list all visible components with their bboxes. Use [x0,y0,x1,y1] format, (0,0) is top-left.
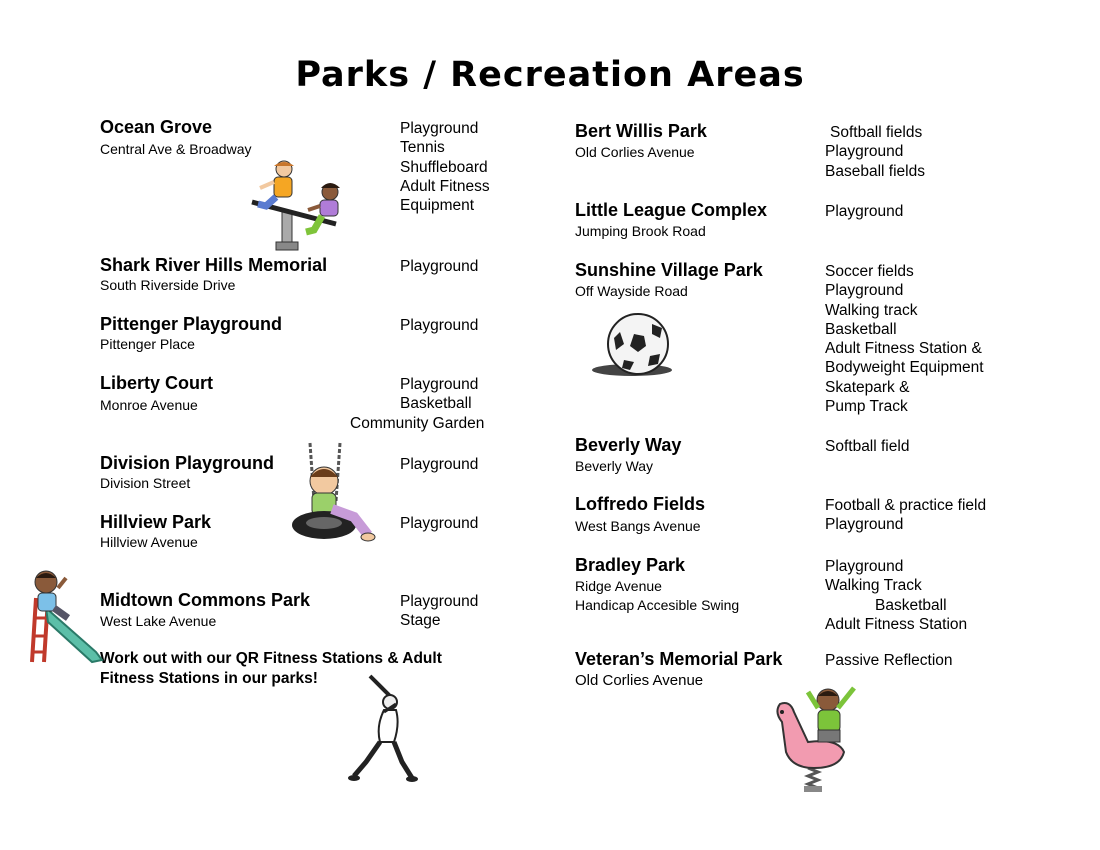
park-address: Division Street [100,475,191,491]
park-address: Old Corlies Avenue [575,144,695,160]
park-name: Shark River Hills Memorial [100,255,328,275]
feature-item: Equipment [400,197,475,215]
feature-item: Playground [825,516,904,534]
park-name: Bert Willis Park [575,121,707,141]
park-features [400,119,490,215]
feature-item: Basketball [825,320,897,338]
seesaw-kids-icon [248,160,358,252]
park-name: Loffredo Fields [575,494,705,514]
park-name: Division Playground [100,453,275,473]
park-address: South Riverside Drive [100,277,236,293]
park-features [400,592,478,631]
feature-item: Pump Track [825,398,908,416]
park-features [825,496,986,535]
feature-item: Playground [400,120,479,137]
park-address: Pittenger Place [100,336,195,352]
spring-rider-kid-icon [768,682,864,794]
park-address: West Bangs Avenue [575,518,701,534]
park-name: Hillview Park [100,512,212,532]
feature-item: Adult Fitness [400,177,490,195]
feature-item: Playground [825,558,904,575]
note-line: Work out with our QR Fitness Stations & Adult [100,650,442,667]
park-features [825,202,903,221]
feature-item: Tennis [400,139,445,157]
feature-item: Playground [825,282,904,300]
park-address: West Lake Avenue [100,613,217,629]
feature-item: Shuffleboard [400,158,488,176]
park-features [400,316,478,335]
note-line: Fitness Stations in our parks! [100,669,318,687]
park-address: Monroe Avenue [100,397,198,413]
park-name: Bradley Park [575,555,686,575]
baseball-batter-icon [346,672,420,784]
tire-swing-kid-icon [288,441,376,545]
feature-item: Playground [825,143,904,161]
feature-item: Adult Fitness Station & [825,340,982,358]
park-name: Midtown Commons Park [100,590,311,610]
park-address: Beverly Way [575,458,654,474]
soccer-ball-icon [590,310,676,380]
park-features [825,437,909,456]
park-address: Hillview Avenue [100,534,198,550]
park-features [825,651,953,670]
feature-item: Skatepark & [825,378,910,396]
feature-item: Walking track [825,301,918,319]
feature-item: Playground [400,258,479,275]
feature-item: Walking Track [825,577,922,595]
feature-item: Passive Reflection [825,652,953,669]
park-address: Ridge Avenue [575,578,662,594]
feature-item: Bodyweight Equipment [825,359,984,377]
feature-item: Playground [400,515,479,532]
park-address: Jumping Brook Road [575,223,706,239]
feature-item: Playground [400,317,479,334]
slide-kid-icon [26,568,106,666]
feature-item: Community Garden [350,414,485,432]
feature-item: Basketball [400,395,472,413]
park-name: Liberty Court [100,373,214,393]
park-features [350,375,485,433]
feature-item: Softball field [825,438,910,455]
park-features [825,123,925,181]
page-title: Parks / Recreation Areas [295,55,805,95]
feature-item: Football & practice field [825,497,987,514]
park-name: Beverly Way [575,435,682,455]
feature-item: Softball fields [830,124,923,141]
park-address-note: Handicap Accesible Swing [575,597,740,613]
feature-item: Basketball [875,596,947,614]
park-features [400,514,478,533]
park-features [825,557,967,634]
feature-item: Playground [825,203,904,220]
park-features [400,455,478,474]
park-address: Off Wayside Road [575,283,688,299]
park-name: Veteran’s Memorial Park [575,649,783,669]
feature-item: Soccer fields [825,263,914,280]
park-features [825,262,984,416]
feature-item: Playground [400,376,479,393]
feature-item: Adult Fitness Station [825,615,968,633]
park-name: Ocean Grove [100,117,213,137]
feature-item: Playground [400,593,479,610]
park-name: Sunshine Village Park [575,260,763,280]
park-address: Old Corlies Avenue [575,672,704,689]
feature-item: Baseball fields [825,162,925,180]
park-features [400,257,478,276]
feature-item: Playground [400,456,479,473]
park-address: Central Ave & Broadway [100,141,252,157]
feature-item: Stage [400,612,441,630]
park-name: Little League Complex [575,200,768,220]
park-name: Pittenger Playground [100,314,283,334]
